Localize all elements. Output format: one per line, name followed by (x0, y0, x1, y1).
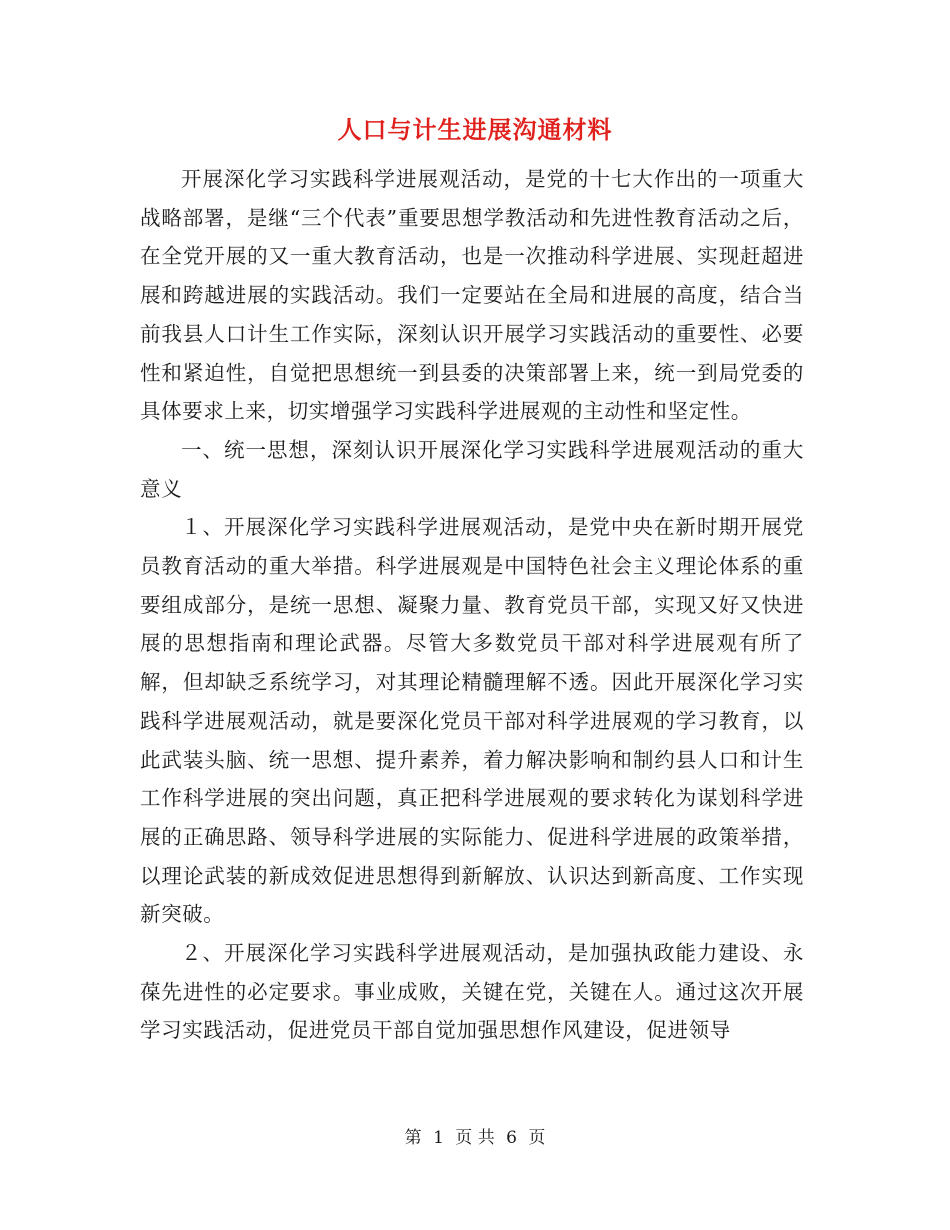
total-page-count: 6 (506, 1128, 517, 1148)
paragraph-point-1: １、开展深化学习实践科学进展观活动，是党中央在新时期开展党员教育活动的重大举措。科学进展观是中国特色社会主义理论体系的重要组成部分，是统一思想、凝聚力量、教育党员干部，实现又好又快进展的思想指南和理论武器。尽管大多数党员干部对科学进展观有所了解，但却缺乏系统学习，对其理论精髓理解不透。因此开展深化学习实践科学进展观活动，就是要深化党员干部对科学进展观的学习教育，以此武装头脑、统一思想、提升素养，着力解决影响和制约县人口和计生工作科学进展的突出问题，真正把科学进展观的要求转化为谋划科学进展的正确思路、领导科学进展的实际能力、促进科学进展的政策举措，以理论武装的新成效促进思想得到新解放、认识达到新高度、工作实现新突破。 (140, 515, 804, 927)
document-body (140, 160, 804, 1050)
footer-prefix: 第 (404, 1128, 422, 1148)
paragraph-point-2: ２、开展深化学习实践科学进展观活动，是加强执政能力建设、永葆先进性的必定要求。事业成败，关键在党，关键在人。通过这次开展学习实践活动，促进党员干部自觉加强思想作风建设，促进领导 (140, 941, 804, 1043)
section-heading-1: 一、统一思想，深刻认识开展深化学习实践科学进展观活动的重大意义 (140, 437, 804, 501)
document-title: 人口与计生进展沟通材料 (337, 115, 613, 144)
footer-suffix: 页 (528, 1128, 546, 1148)
page-number-footer (0, 1126, 950, 1150)
paragraph-intro: 开展深化学习实践科学进展观活动，是党的十七大作出的一项重大战略部署，是继“三个代表”重要思想学教活动和先进性教育活动之后，在全党开展的又一重大教育活动，也是一次推动科学进展、实现赶超进展和跨越进展的实践活动。我们一定要站在全局和进展的高度，结合当前我县人口计生工作实际，深刻认识开展学习实践活动的重要性、必要性和紧迫性，自觉把思想统一到县委的决策部署上来，统一到局党委的具体要求上来，切实增强学习实践科学进展观的主动性和坚定性。 (140, 167, 804, 424)
current-page-number: 1 (433, 1128, 444, 1148)
footer-middle: 页 共 (455, 1128, 495, 1148)
